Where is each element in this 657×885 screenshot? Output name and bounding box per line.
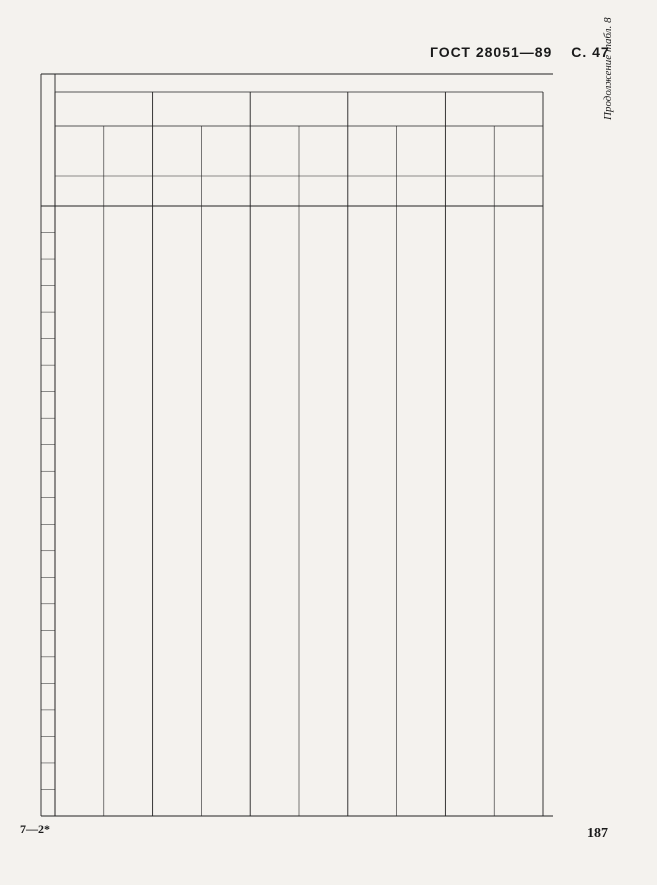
- continuation-label: Продолжение табл. 8: [602, 17, 614, 120]
- table-grid: [37, 68, 597, 818]
- rotated-table: [37, 68, 597, 818]
- standard-code: ГОСТ 28051—89: [430, 44, 553, 60]
- page-number: 187: [587, 826, 608, 841]
- footer-code: 7—2*: [20, 822, 50, 836]
- page-ref: С. 47: [571, 44, 610, 60]
- header-standard: [430, 44, 610, 60]
